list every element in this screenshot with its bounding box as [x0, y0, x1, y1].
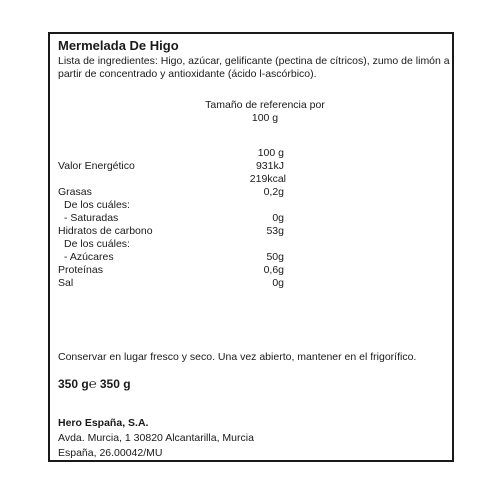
nutrition-label: De los cuáles:: [64, 199, 130, 211]
net-weight-line: [58, 377, 131, 391]
nutrition-value: 0g: [272, 212, 284, 224]
nutrition-label: - Azúcares: [64, 251, 114, 263]
nutrition-value: 50g: [266, 251, 284, 263]
nutrition-value: 0,6g: [263, 264, 284, 276]
reference-amount: 100 g: [251, 112, 279, 124]
storage-instructions: Conservar en lugar fresco y seco. Una vez abierto, mantener en el frigorífico.: [58, 351, 417, 363]
company-address: Avda. Murcia, 1 30820 Alcantarilla, Murcia: [58, 432, 254, 444]
nutrition-value: 0g: [272, 277, 284, 289]
nutrition-label: De los cuáles:: [64, 238, 130, 250]
net-weight: 350 g: [58, 377, 89, 391]
net-weight-repeat: 350 g: [99, 377, 131, 391]
nutrition-label: Grasas: [58, 186, 92, 198]
ingredients-list: Lista de ingredientes: Higo, azúcar, gelificante (pectina de cítricos), zumo de limón a partir de concentrado y antioxidante (ácido l-ascórbico).: [58, 55, 450, 80]
nutrition-label: Proteínas: [58, 264, 103, 276]
nutrition-value: 53g: [266, 225, 284, 237]
nutrition-label: Hidratos de carbono: [58, 225, 153, 237]
company-registry: España, 26.00042/MU: [58, 447, 163, 459]
nutrition-value: 219kcal: [249, 173, 286, 185]
nutrition-value: 0,2g: [263, 186, 284, 198]
reference-heading: Tamaño de referencia por: [205, 99, 325, 111]
nutrition-label: - Saturadas: [64, 212, 119, 224]
product-label: [48, 32, 454, 462]
company-name: Hero España, S.A.: [58, 417, 149, 429]
nutrition-label: Valor Energético: [58, 160, 135, 172]
estimated-sign-icon: ℮: [88, 376, 97, 391]
column-header: 100 g: [257, 147, 284, 159]
nutrition-value: 931kJ: [255, 160, 284, 172]
nutrition-label: Sal: [58, 277, 74, 289]
product-title: Mermelada De Higo: [58, 38, 179, 53]
